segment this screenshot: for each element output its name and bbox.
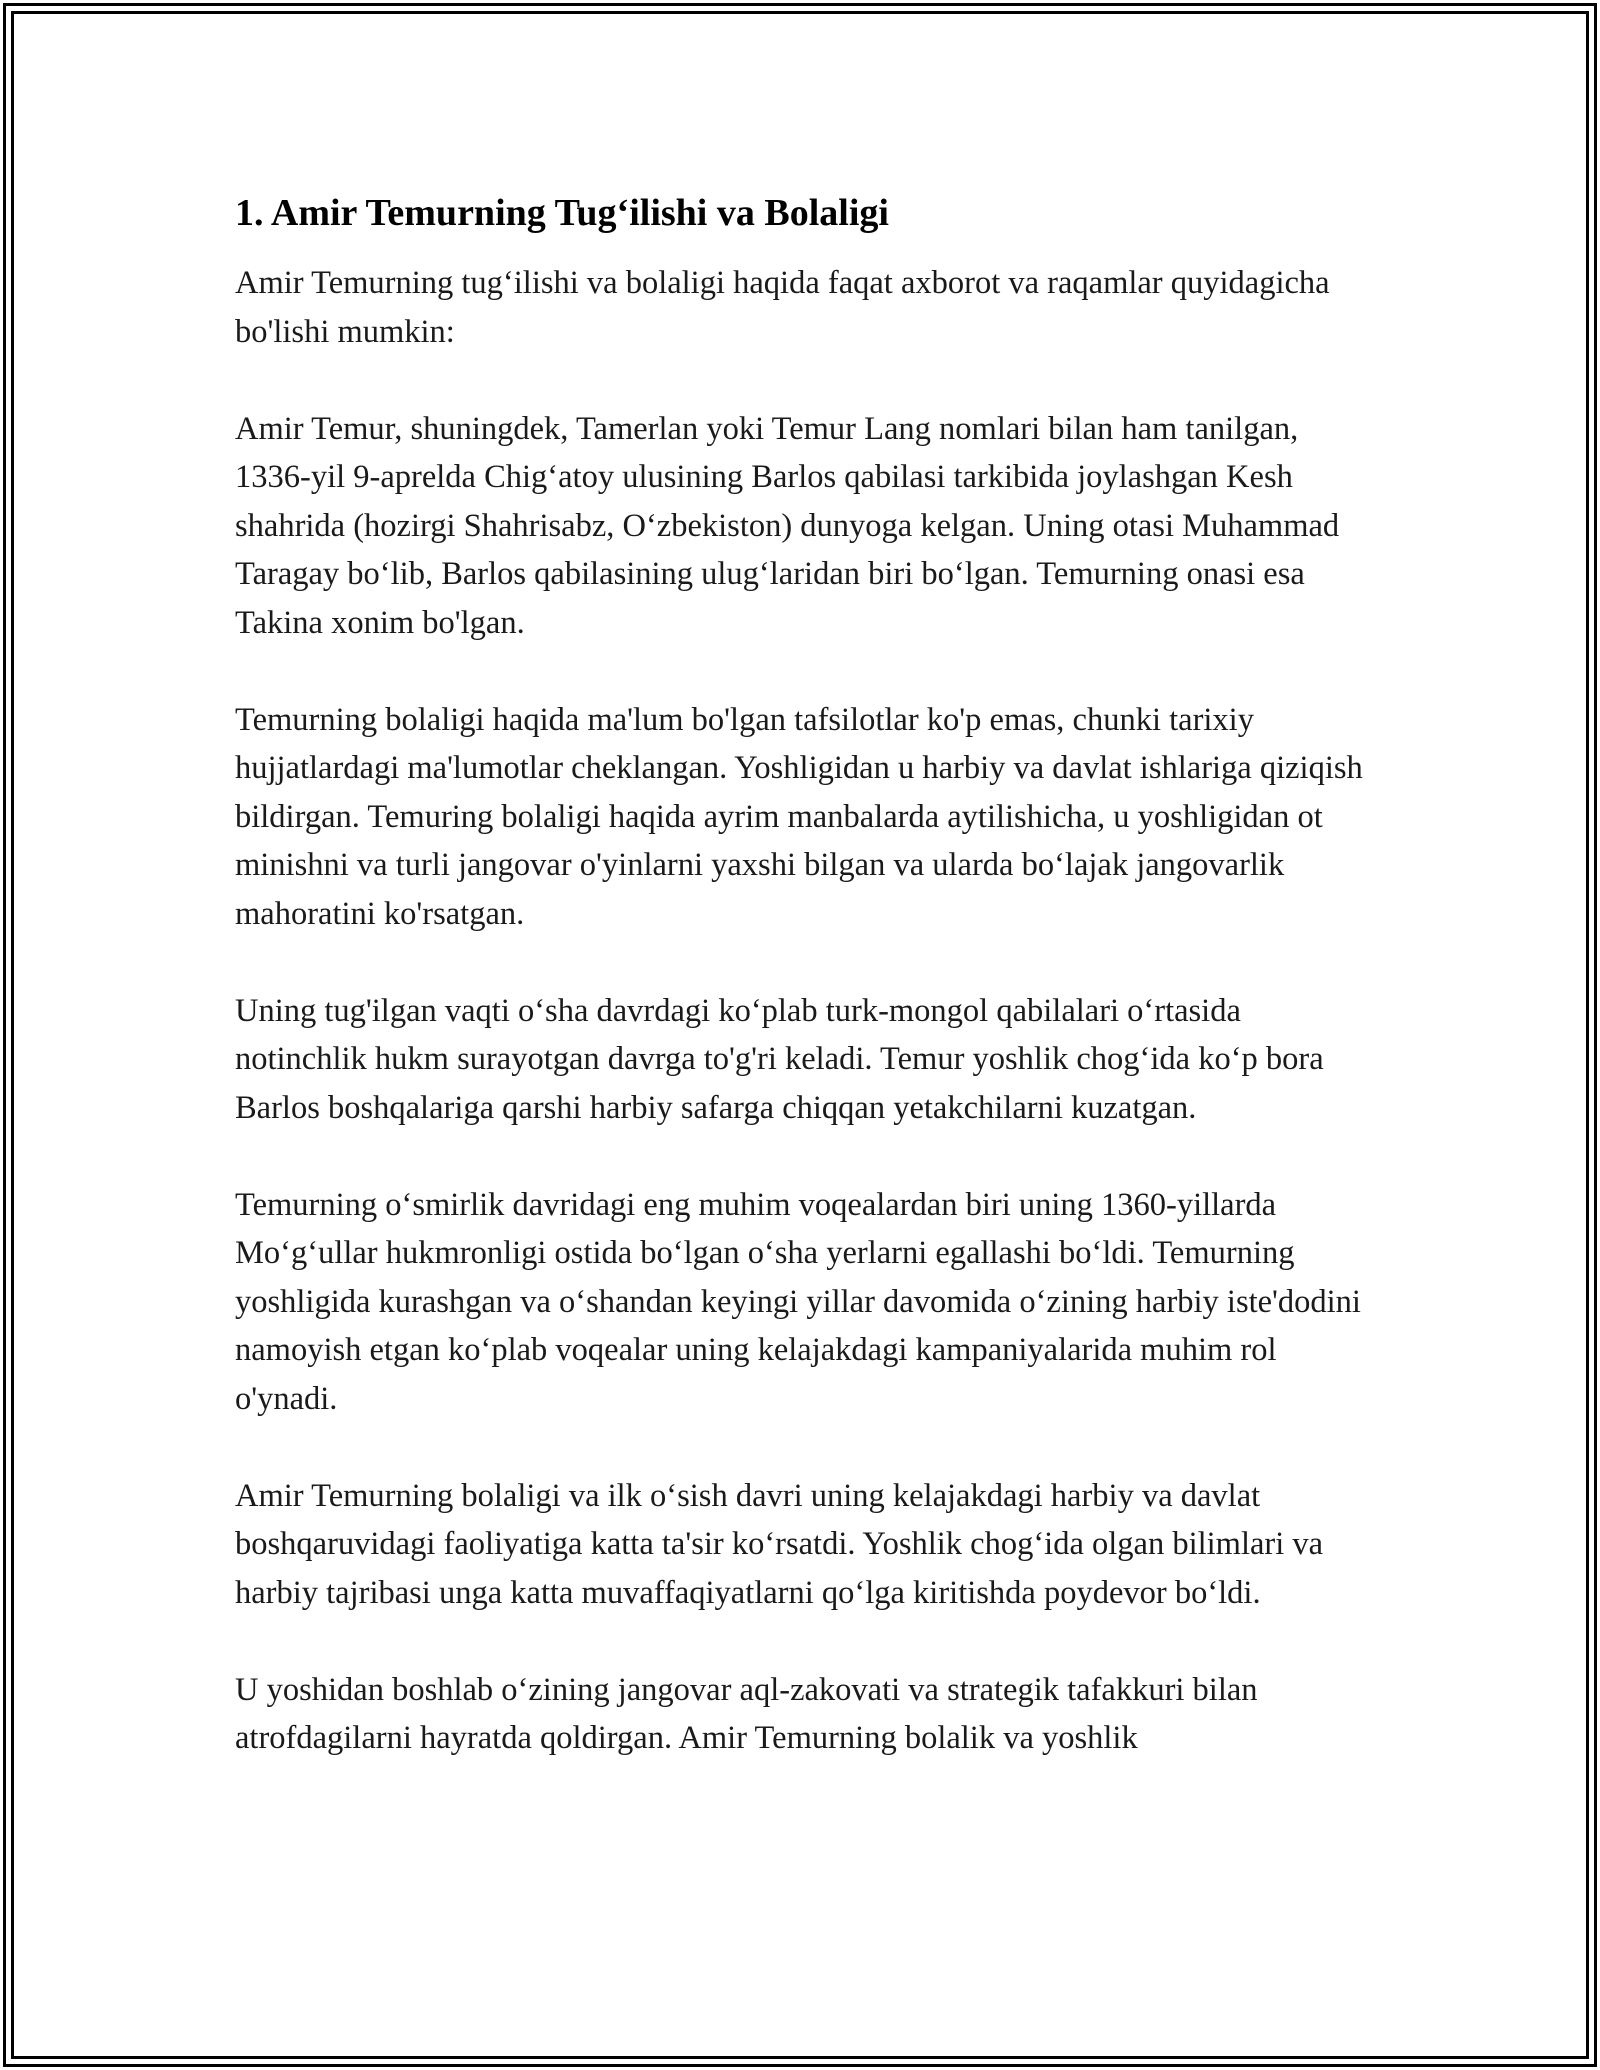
paragraph-intro: Amir Temurning tug‘ilishi va bolaligi haqida faqat axborot va raqamlar quyidagicha bo'lishi mumkin: [235, 265, 1330, 350]
paragraph-adolescence: Temurning o‘smirlik davridagi eng muhim voqealardan biri uning 1360-yillarda Mo‘g‘ullar hukmronligi ostida bo‘lgan o‘sha yerlarni egallashi bo‘ldi. Temurning yoshligida kurashgan va o‘shandan keyingi yillar davomida o‘zining harbiy iste'dodini namoyish etgan ko‘plab voqealar uning kelajakdagi kampaniyalarida muhim rol o'ynadi. [235, 1186, 1361, 1417]
section-heading: 1. Amir Temurning Tug‘ilishi va Bolaligi [235, 192, 889, 234]
paragraph-childhood: Temurning bolaligi haqida ma'lum bo'lgan tafsilotlar ko'p emas, chunki tarixiy hujjatlardagi ma'lumotlar cheklangan. Yoshligidan u harbiy va davlat ishlariga qiziqish bildirgan. Temuring bolaligi haqida ayrim manbalarda aytilishicha, u yoshligidan ot minishni va turli jangovar o'yinlarni yaxshi bilgan va ularda bo‘lajak jangovarlik mahoratini ko'rsatgan. [235, 701, 1363, 932]
paragraph-birth: Amir Temur, shuningdek, Tamerlan yoki Temur Lang nomlari bilan ham tanilgan, 1336-yil 9-aprelda Chig‘atoy ulusining Barlos qabilasi tarkibida joylashgan Kesh shahrida (hozirgi Shahrisabz, O‘zbekiston) dunyoga kelgan. Uning otasi Muhammad Taragay bo‘lib, Barlos qabilasining ulug‘laridan biri bo‘lgan. Temurning onasi esa Takina xonim bo'lgan. [235, 410, 1340, 641]
paragraph-influence: Amir Temurning bolaligi va ilk o‘sish davri uning kelajakdagi harbiy va davlat boshqaruvidagi faoliyatiga katta ta'sir ko‘rsatdi. Yoshlik chog‘ida olgan bilimlari va harbiy tajribasi unga katta muvaffaqiyatlarni qo‘lga kiritishda poydevor bo‘ldi. [235, 1477, 1324, 1611]
paragraph-intellect: U yoshidan boshlab o‘zining jangovar aql-zakovati va strategik tafakkuri bilan atrofdagilarni hayratda qoldirgan. Amir Temurning bolalik va yoshlik [235, 1671, 1258, 1756]
paragraph-era: Uning tug'ilgan vaqti o‘sha davrdagi ko‘plab turk-mongol qabilalari o‘rtasida notinchlik hukm surayotgan davrga to'g'ri keladi. Temur yoshlik chog‘ida ko‘p bora Barlos boshqalariga qarshi harbiy safarga chiqqan yetakchilarni kuzatgan. [235, 992, 1324, 1126]
document-body [235, 185, 1375, 1811]
